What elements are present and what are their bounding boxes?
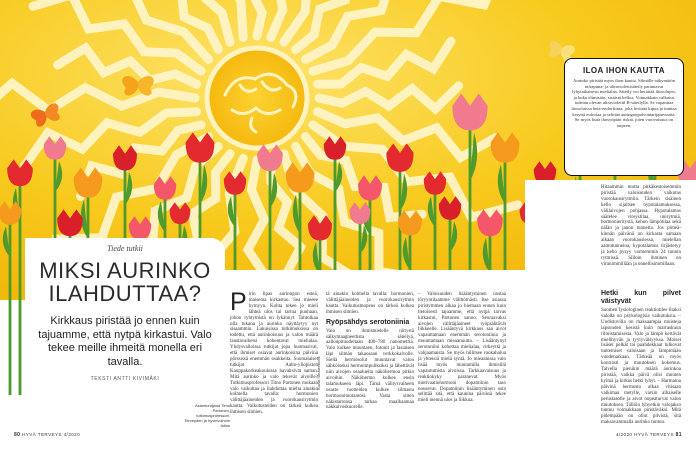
magazine-issue-right: 4/2020 HYVÄ TERVEYS: [615, 432, 674, 437]
headline: [37, 259, 213, 305]
body-text: tä ainakin kolmella tavalla: hormonien, välittäjäaineiden ja vuorokausirytmin kautta. Vaikutusmopeus on tärkeä kulkea ihmisen silmien.: [326, 292, 414, 315]
body-text: Hitaammin mutta pitkäkestoisemmin piristää valoisuuden vaikutus vuorokausirytmiin. Tärkein sisäinen kello sijaitsee hypotalamuksessa, välilaivojen pohjassa. Hypotalamus säätelee vireystilaa, unirytmiä, hormonieritystä, kehon lämpötilaa sekä nälän ja janon tunnetta. Jos pimeä-kinnän päivänä on kirkasta samaan aikaan vuorokausiessa, mielellan aamutunneina, hypotalamus tirjästetyy ja keho pysyy varmemmin 24 tunnin rytmissä. Silloin ihminen on virunimmillään ja onnellisimmillaan.: [601, 185, 681, 267]
photo-credit: Kuvat Shutterstock: [316, 356, 321, 390]
body-text: irin lipas aurinngon esteä, maisema kirkastuu. Sea mieeee hymyyn. Kohta tekee jo mieli lähteä ulos tai tartua puuhaan, johon ryhtymistä on lykännyt. Tahtolkaa olla tukana ja aurinko näyttäytyy nyt sisaammin. Lukuisissa tutkimuksissa on todettu, että aurinkoisuus ja valon määrä taustavaihetsi kohentavat mielialaa. Yhdysvalloissa tutkijat jopa huomasivat, että ihmiset osiavat aurinkoisina päivinä pörssissä enemmän osakkeita. Suomalaiset tutkijat Aalto-yliopiston Kauppakorkeakoulussa havaitsivat saman. Mitä aurinko ja valo tekevät aivoille? Tutkimusprofessori Timo Partonen mukaan valo vaikuttaa ja ilahduttaa mielta ainakin kolmella tavalla: hormonien välittäjäaineiden ja vuorokausirytmin kautta. Vaikutusteiden on tärkeä kulkea ihmisen silmien.: [230, 292, 318, 416]
headline-line-2: ILAHDUTTAA?: [48, 281, 202, 306]
page-number-right: 81: [675, 432, 682, 438]
info-box-text: Aurinko piristää myös ihon kautta. Silmälle näkymätön infrapuna- ja ultraviolettisäteily parantavat lyhytaikaisesti mielialaa. Säteily voi herättää ihosolujen, ja kuko elimistön, sisäistä kelloa. Voimakkain valkutus todetan olevan ultraviolettil B-säteilyllä. Se vapauttaa ihosoluissa beta-endorfiinia, joka levittää kipua ja tunttaa keryttä euforiaa ja selittää auringonpalvontarippuvuutta. Se myös lisää ihosyöpiän riskiä, joten varovaisuus on tarpeen.: [571, 78, 677, 128]
info-box: [564, 58, 684, 176]
body-column-4: [601, 185, 681, 268]
body-column-3: [418, 292, 506, 404]
footer-right: [616, 432, 682, 438]
body-column-2: [326, 292, 414, 411]
body-text: Valo on ihmismielelle niitystä sälkymaagneettista säteilyä, aallonpituudeltaan 400–780 nanometriä. Valo kulkee muuntaen, fotonit ja lasiaisen läpi silmän takaosaan verkkokalvolle. Siellä hermosolut muuntavat valon sähköiseksi hermoimpuliksiksi ja lähettävät niin aivojen osaalueita näköhermoa pitkin aivoihin. Näköhermo kulkee ensin talamukseen läpi. Tämä välitysvaiheen osasto tuotteiden kulkee silmasta hormoonituotantosi. Vasta sitten näkistaitonsa tarkaa maalkaamaa näkkaivoskuorelle.: [326, 328, 414, 411]
body-text: – Valoisuuden lisääntyminen nostaa töryyntilaamme välittömästi. Itse asiassa piristymmen alkaa jo hiemaan ennen kuin tietoisesti tajuamme, että nytpä tarvas kirkastui, Partonen sanoo. Seuraavaksi aivojen välittäjäaineet ryöpsähtävät liikkeelle. Lisääntyvä kirkkaus saa aivot vapauttamaan enemmän serotoniinia ja muuntamaan mieaanuutta. – Lisääntynyt serotoniini kohottaa mielialaa, virkeyttä ja vahjaamaista. Se myös hillitsee ruokahalua ja yhteisiä mielä syntä. Jo mieaanissa valo lisää myös muutamilla ihmisillä vapautumista aivoissa. Tarkkaavaisuus ja reaktiokyky paranevat. Myös motivaatiohormoni dopamiinin taso nousevat. Dopamiinin lisääntyminen osin selittää sitä, että kaunina päivänä tekee mieli mennä ulos ja liikkua.: [418, 292, 506, 404]
footer-left: [14, 432, 80, 438]
magazine-issue-left: HYVÄ TERVEYS 4/2020: [22, 432, 81, 437]
page-number-left: 80: [14, 432, 21, 438]
drop-cap: P: [230, 288, 247, 316]
body-column-5: [601, 287, 681, 426]
subheading: Hetki kun pilvet väistyvät: [601, 290, 681, 305]
lead-paragraph: Kirkkaus piristää jo ennen kuin tajuamme, että nytpä kirkastui. Valo tekee meille ihmeitä monella eri tavalla.: [38, 315, 212, 368]
byline: TEKSTI ANTTI KIVIMÄKI: [90, 376, 160, 382]
subheading: Ryöpsähdys serotoniinia: [326, 318, 410, 326]
body-text: Suomen fysiologinen reaktiotilee litaksi valolla on psykologisia vaikutuksia. – Uudistuvilla on maksaampia muisteja lapsuuden kesistä kuin marraskuun rilmistamisesta. Valo ja lämpö kertävät mielihyvän ja tyytyväisyyksa. Moiset lisäset pelkät tai paahdekkaat tulkovat tuntemiset valoisaan ja lämpimään vuodenaikaan. Tärkeää on myös kontrasti ja muutoksen kokemus. Talvella pienikin määrä aurinkoa piristää, vaikka päivä olisi muuten kylmä ja kirkas hetki lyhyt. – Harmaina päivinä hermosto alkaa vitisaan vaikimaa metylle, varsin alhaiselle perustasolle ja aivot nopeaturvat valon muutoksen. Tällöin lyhyetkin valojakso tuntuu voimakkaan piristäväksi. Mitä pidempään on ollut pilvistä, sitä maksavammalla aurinko tuntuu.: [601, 308, 681, 426]
expert-caption: Asiantuntijana Timo Partonen, tutkimusprofessori, Terveyden ja hyvinvoinnin laitos: [184, 403, 230, 428]
info-box-title: ILOA IHON KAUTTA: [583, 66, 665, 75]
title-panel: [25, 238, 225, 403]
body-column-1: [230, 288, 318, 416]
section-kicker: Tiede tutkii: [107, 244, 143, 253]
headline-line-1: MIKSI AURINKO: [39, 258, 211, 283]
